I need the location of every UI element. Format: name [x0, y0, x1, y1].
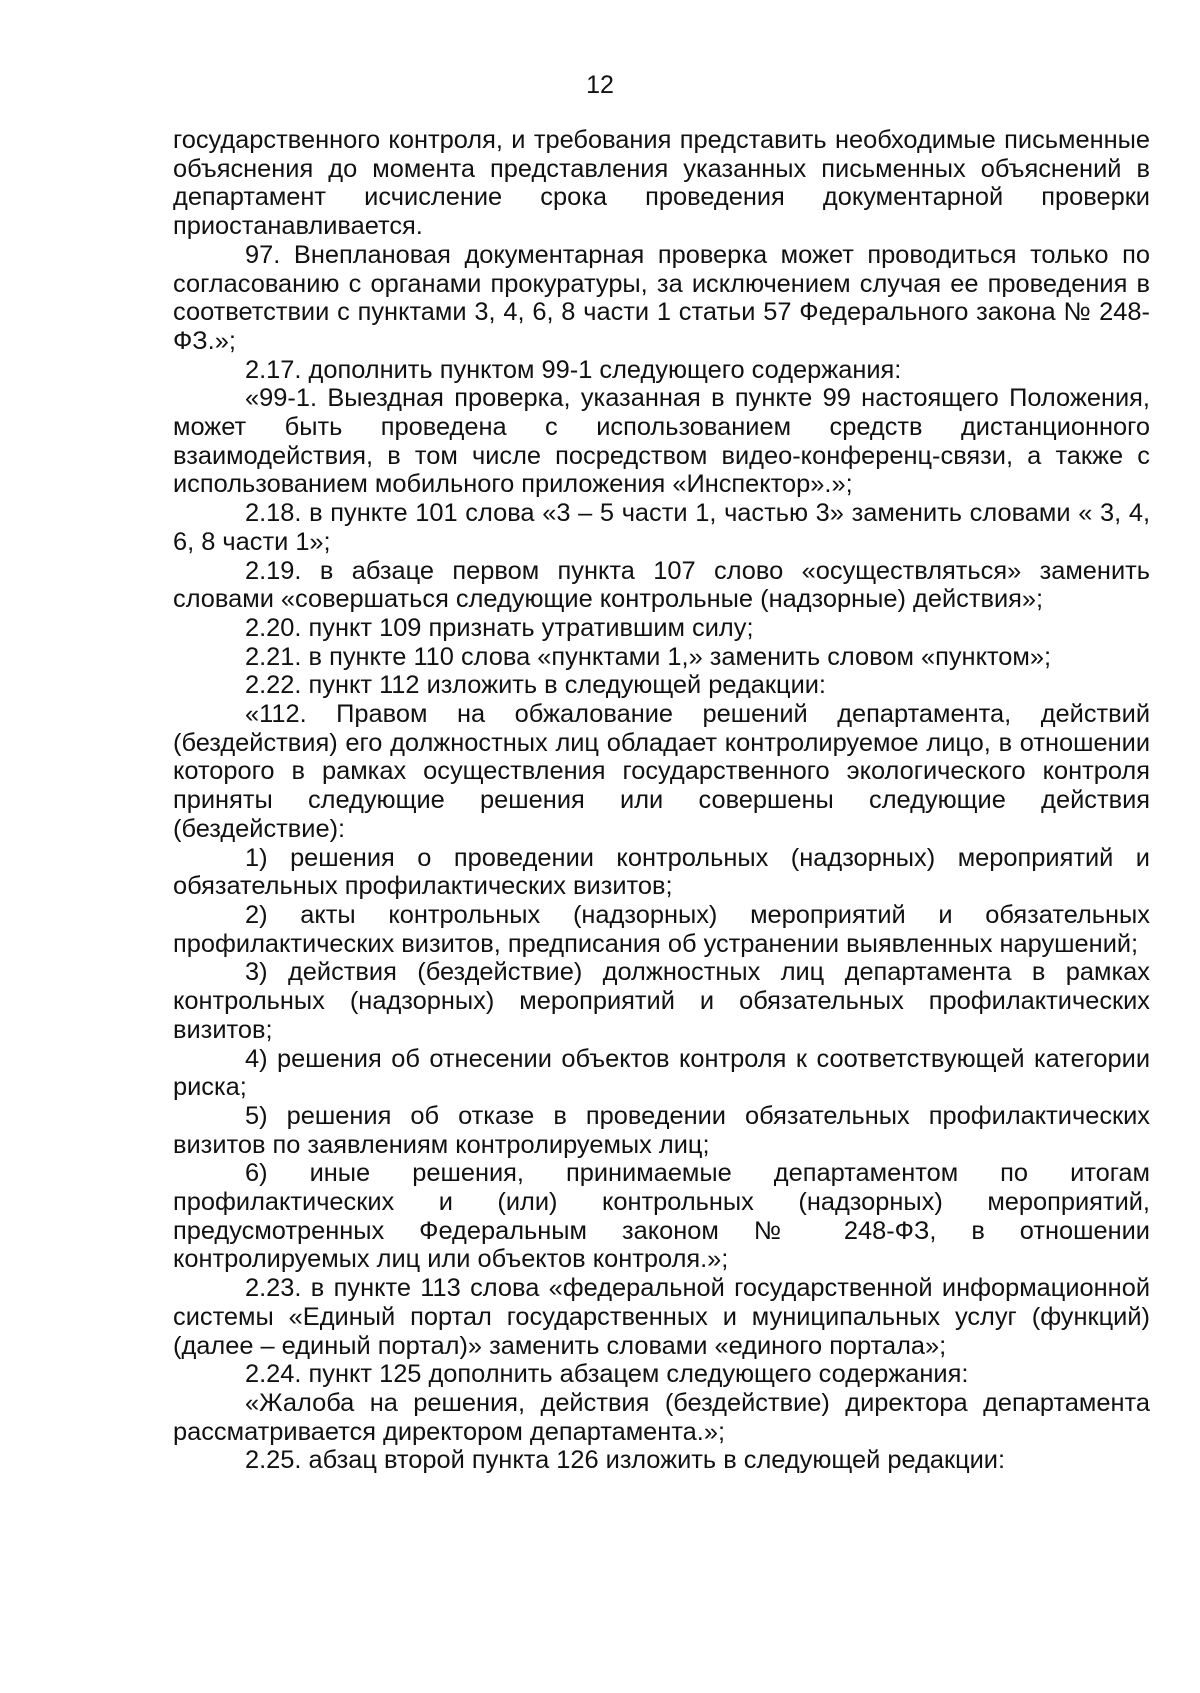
list-item-2: 2) акты контрольных (надзорных) мероприятий и обязательных профилактических визитов, предписания об устранении выявленных нарушений; [173, 900, 1150, 958]
list-item-3: 3) действия (бездействие) должностных лиц департамента в рамках контрольных (надзорных) мероприятий и обязательных профилактических визитов; [173, 958, 1150, 1044]
paragraph-2-20: 2.20. пункт 109 признать утратившим силу; [245, 613, 754, 642]
paragraph-2-18: 2.18. в пункте 101 слова «3 – 5 части 1, частью 3» заменить словами « 3, 4, 6, 8 части 1»; [173, 499, 1150, 556]
list-item-1: 1) решения о проведении контрольных (надзорных) мероприятий и обязательных профилактических визитов; [173, 843, 1150, 901]
list-item-4: 4) решения об отнесении объектов контроля к соответствующей категории риска; [173, 1044, 1150, 1102]
paragraph-continuation: государственного контроля, и требования представить необходимые письменные объяснения до момента представления указанных письменных объяснений в департамент исчисление срока проведения документарной проверки приостанавливается. [173, 126, 1150, 241]
paragraph-2-24: 2.24. пункт 125 дополнить абзацем следующего содержания: [245, 1360, 969, 1389]
document-body [173, 126, 1150, 1475]
paragraph-2-19: 2.19. в абзаце первом пункта 107 слово «осуществляться» заменить словами «совершаться следующие контрольные (надзорные) действия»; [173, 556, 1150, 614]
page-number: 12 [586, 71, 614, 99]
list-item-5: 5) решения об отказе в проведении обязательных профилактических визитов по заявлениям контролируемых лиц; [173, 1101, 1150, 1159]
paragraph-2-21: 2.21. в пункте 110 слова «пунктами 1,» заменить словом «пунктом»; [245, 642, 1052, 671]
paragraph-complaint: «Жалоба на решения, действия (бездействие) директора департамента рассматривается директором департамента.»; [173, 1388, 1150, 1446]
paragraph-2-25: 2.25. абзац второй пункта 126 изложить в следующей редакции: [245, 1446, 1006, 1475]
list-item-6: 6) иные решения, принимаемые департаментом по итогам профилактических и (или) контрольных (надзорных) мероприятий, предусмотренных Федеральным законом № 248-ФЗ, в отношении контролируемых лиц или объектов контроля.»; [173, 1159, 1150, 1274]
paragraph-112: «112. Правом на обжалование решений департамента, действий (бездействия) его должностных лиц обладает контролируемое лицо, в отношении которого в рамках осуществления государственного экологического контроля приняты следующие решения или совершены следующие действия (бездействие): [173, 700, 1150, 843]
paragraph-2-22: 2.22. пункт 112 изложить в следующей редакции: [245, 671, 826, 700]
paragraph-2-17: 2.17. дополнить пунктом 99-1 следующего содержания: [245, 355, 902, 384]
paragraph-2-23: 2.23. в пункте 113 слова «федеральной государственной информационной системы «Единый портал государственных и муниципальных услуг (функций) (далее – единый портал)» заменить словами «единого портала»; [173, 1274, 1150, 1360]
paragraph-97: 97. Внеплановая документарная проверка может проводиться только по согласованию с органами прокуратуры, за исключением случая ее проведения в соответствии с пунктами 3, 4, 6, 8 части 1 статьи 57 Федерального закона № 248-ФЗ.»; [173, 240, 1150, 355]
paragraph-99-1: «99-1. Выездная проверка, указанная в пункте 99 настоящего Положения, может быть проведена с использованием средств дистанционного взаимодействия, в том числе посредством видео-конференц-связи, а также с использованием мобильного приложения «Инспектор».»; [173, 384, 1150, 499]
